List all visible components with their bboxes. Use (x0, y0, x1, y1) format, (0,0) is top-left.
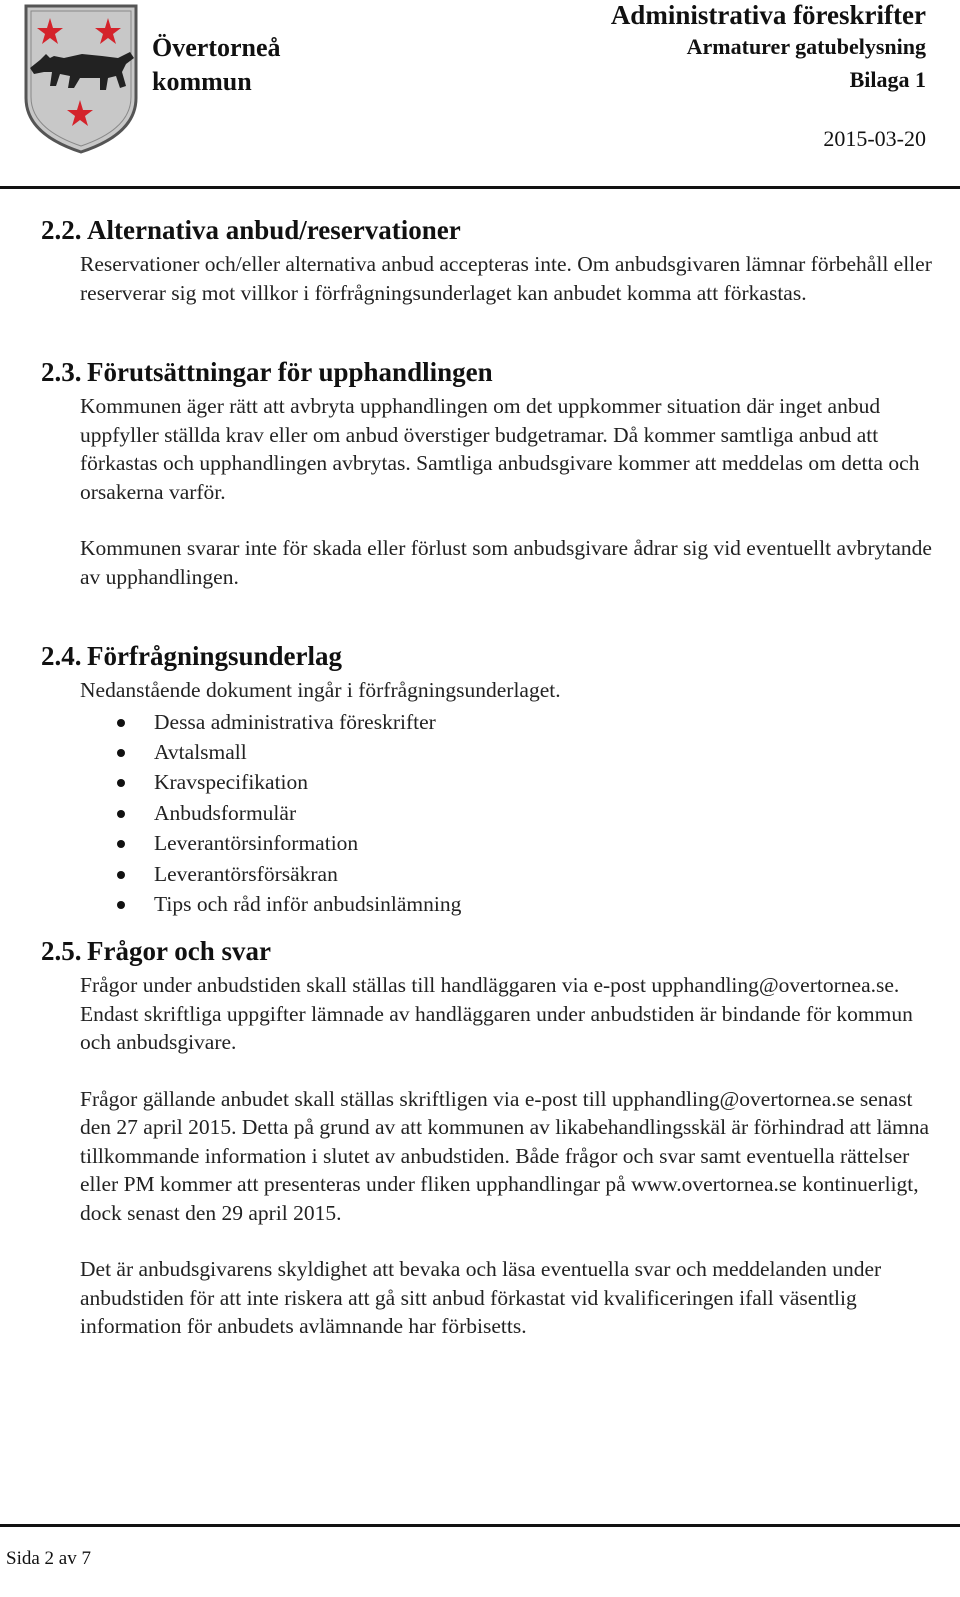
section-paragraph: Kommunen äger rätt att avbryta upphandlingen om det uppkommer situation där inget anbud uppfyller ställda krav eller om anbud överstiger budgetramar. Då kommer samtliga anbud att förkastas och upphandlingen avbrytas. Samtliga anbudsgivare kommer att meddelas om detta och orsakerna varför. (80, 394, 920, 504)
list-item: Leverantörsinformation (0, 828, 960, 858)
list-item: Dessa administrativa föreskrifter (0, 707, 960, 737)
document-subtitle: Armaturer gatubelysning (686, 34, 926, 59)
document-date: 2015-03-20 (823, 126, 926, 151)
municipal-crest-logo (22, 2, 140, 156)
attachment-label: Bilaga 1 (849, 67, 926, 92)
list-item: Anbudsformulär (0, 798, 960, 828)
section-intro: Nedanstående dokument ingår i förfrågningsunderlaget. (80, 678, 561, 702)
list-item: Kravspecifikation (0, 767, 960, 797)
section-heading: 2.4. Förfrågningsunderlag (41, 641, 343, 671)
bullet-icon (117, 901, 125, 909)
list-item: Avtalsmall (0, 737, 960, 767)
bullet-icon (117, 719, 125, 727)
document-title: Administrativa föreskrifter (610, 0, 926, 30)
bullet-icon (117, 749, 125, 757)
bullet-icon (117, 840, 125, 848)
section-paragraph: Reservationer och/eller alternativa anbud accepteras inte. Om anbudsgivaren lämnar förbehåll eller reserverar sig mot villkor i förfrågningsunderlaget kan anbudet komma att förkastas. (80, 252, 932, 305)
bullet-icon (117, 871, 125, 879)
document-header-info (611, 0, 926, 96)
municipality-name: Övertorneå kommun (152, 33, 281, 96)
section-paragraph: Frågor under anbudstiden skall ställas till handläggaren via e-post upphandling@overtornea.se. Endast skriftliga uppgifter lämnade av handläggaren under anbudstiden är bindande för kommun och anbudsgivare. (80, 973, 913, 1055)
document-body (0, 210, 960, 1341)
bullet-icon (117, 810, 125, 818)
section-heading: 2.3. Förutsättningar för upphandlingen (41, 357, 493, 387)
page-number: Sida 2 av 7 (6, 1548, 91, 1569)
list-item: Leverantörsförsäkran (0, 859, 960, 889)
footer-divider (0, 1524, 960, 1527)
list-item: Tips och råd inför anbudsinlämning (0, 889, 960, 919)
section-heading: 2.2. Alternativa anbud/reservationer (41, 215, 461, 245)
section-paragraph: Det är anbudsgivarens skyldighet att bevaka och läsa eventuella svar och meddelanden under anbudstiden för att inte riskera att gå sitt anbud förkastat vid kvalificeringen ifall väsentlig information för anbudets avlämnande har förbisetts. (80, 1257, 882, 1339)
bullet-icon (117, 779, 125, 787)
page-header (0, 0, 960, 190)
section-paragraph: Frågor gällande anbudet skall ställas skriftligen via e-post till upphandling@overtornea.se senast den 27 april 2015. Detta på grund av att kommunen av likabehandlingsskäl är förhindrad att lämna tillkommande information i slutet av anbudstiden. Både frågor och svar samt eventuella rättelser eller PM kommer att presenteras under fliken upphandlingar på www.overtornea.se kontinuerligt, dock senast den 29 april 2015. (80, 1086, 930, 1225)
section-paragraph: Kommunen svarar inte för skada eller förlust som anbudsgivare ådrar sig vid eventuellt avbrytande av upphandlingen. (80, 536, 932, 589)
header-divider (0, 186, 960, 189)
document-list (0, 707, 960, 920)
section-heading: 2.5. Frågor och svar (41, 936, 271, 967)
